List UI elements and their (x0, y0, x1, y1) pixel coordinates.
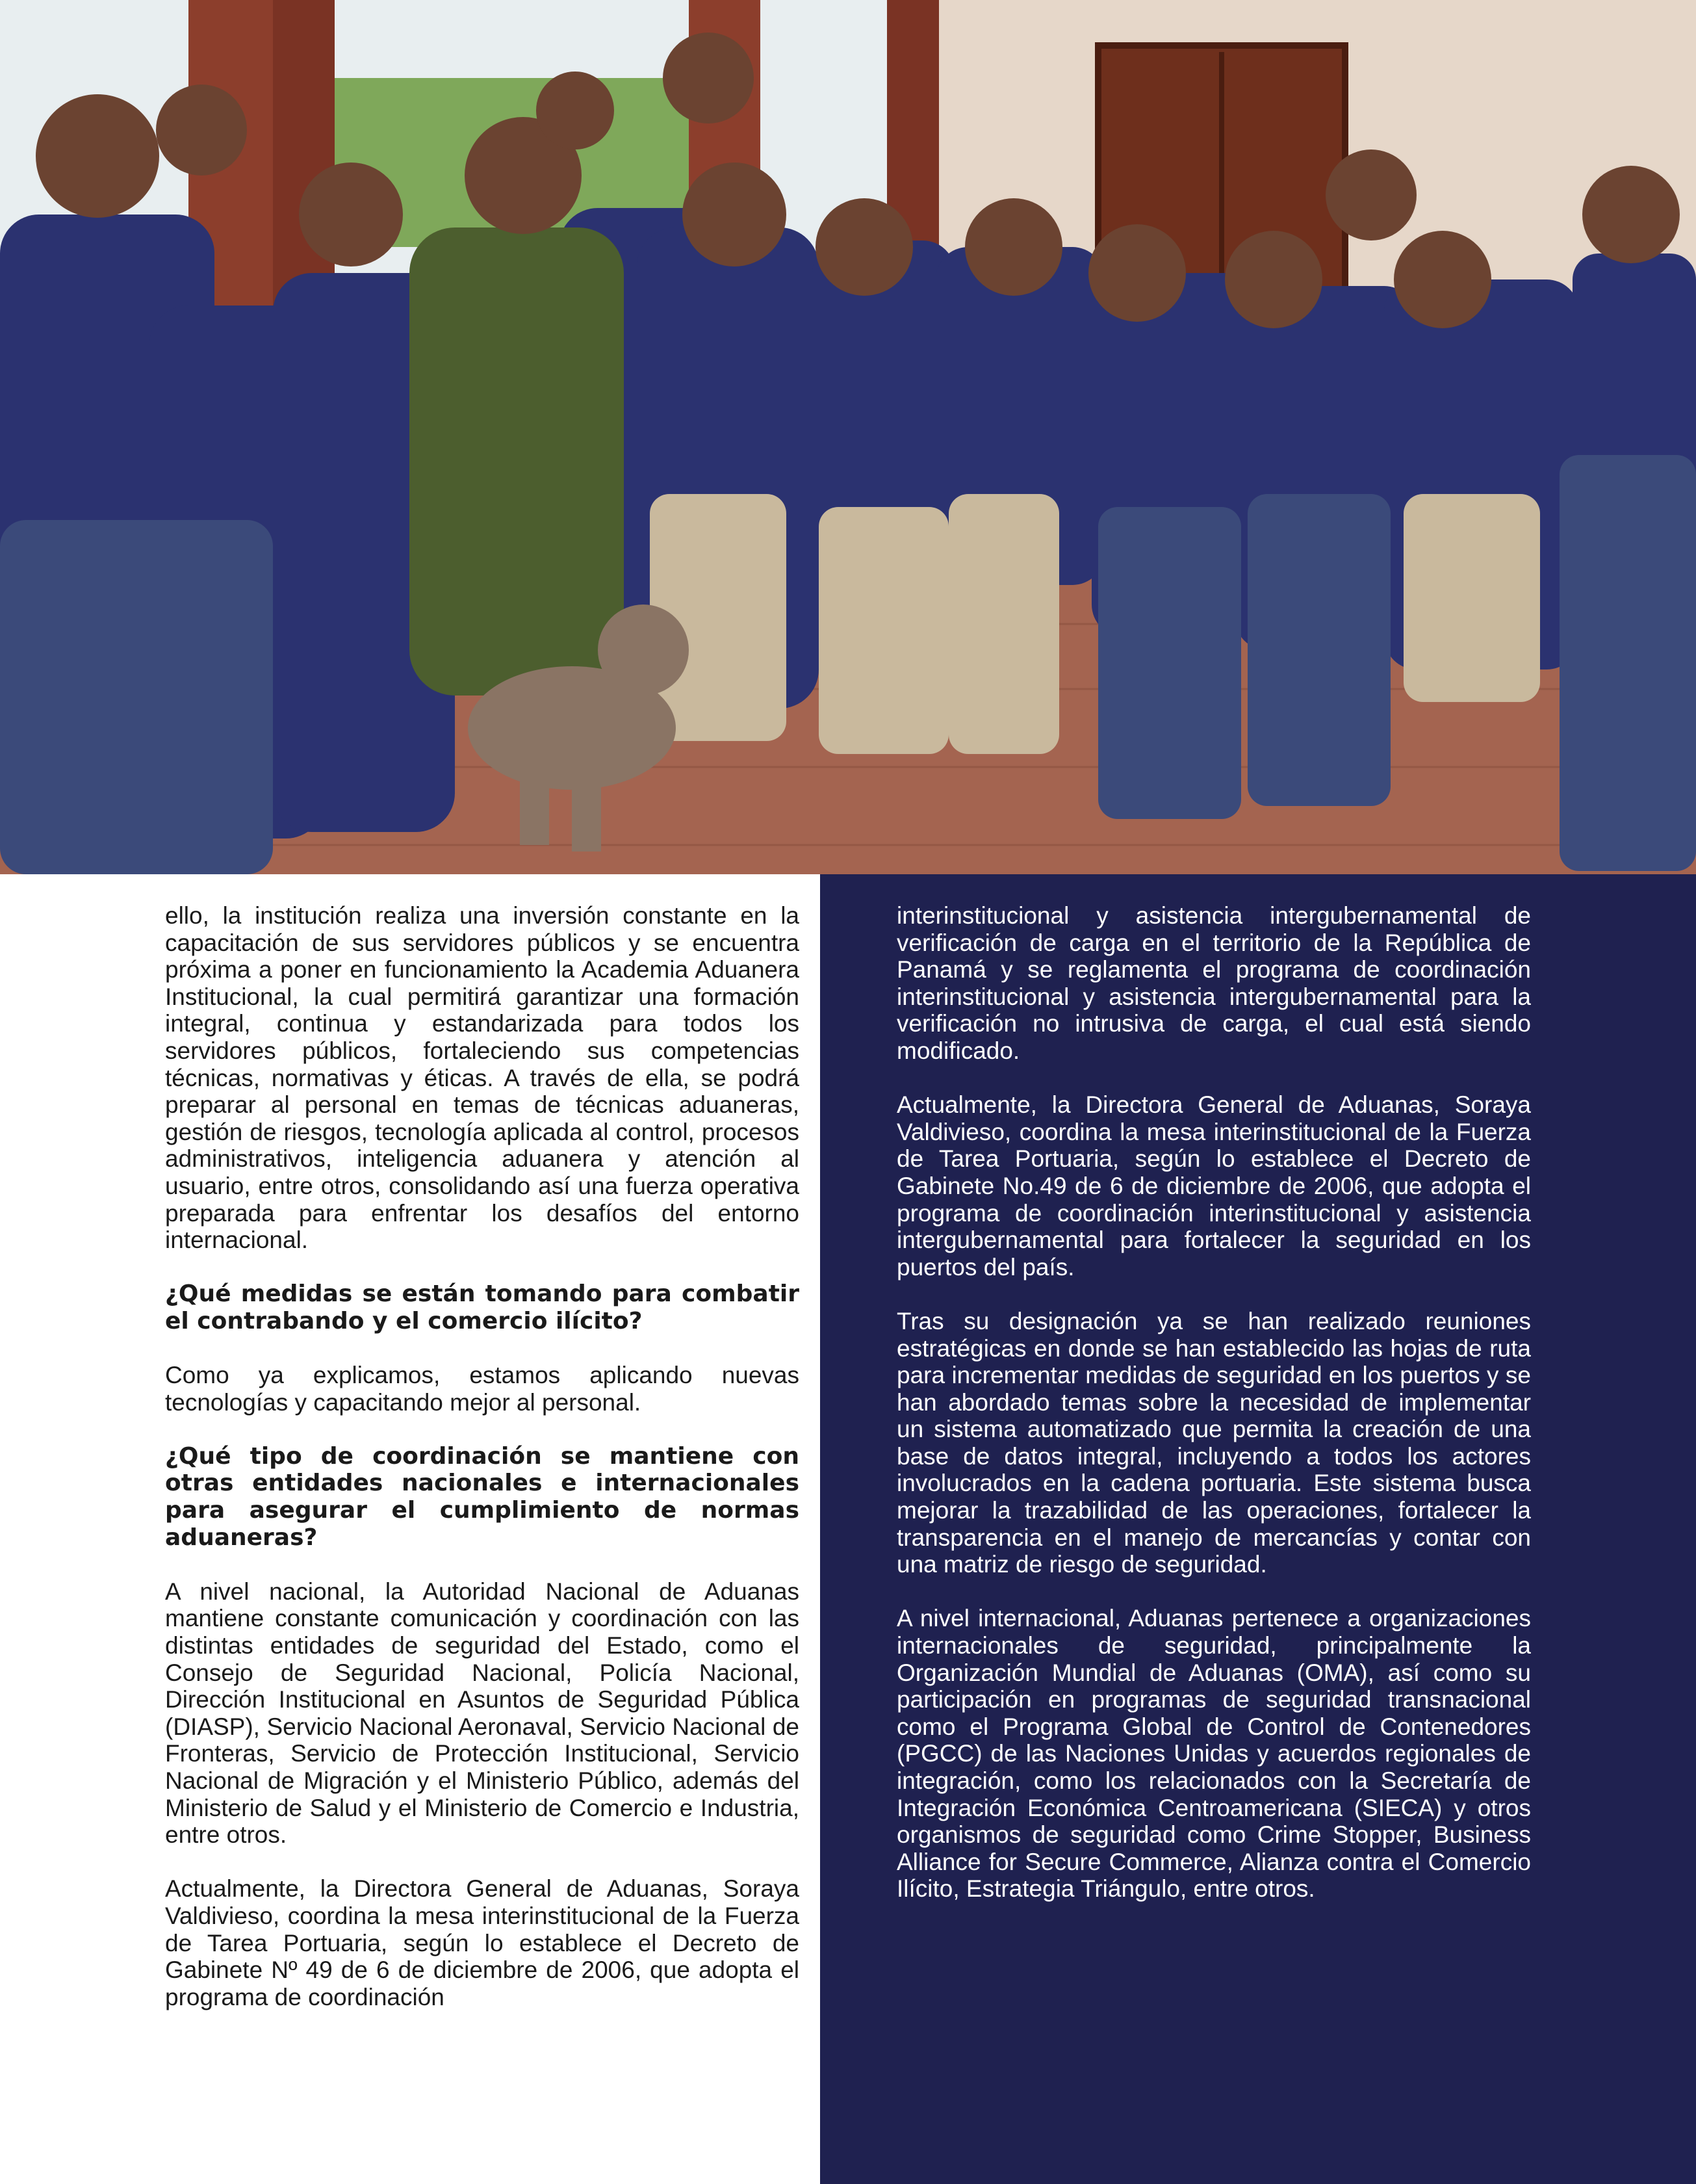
question-coordinacion: ¿Qué tipo de coordinación se mantiene con otras entidades nacionales e internacionales para asegurar el cumplimiento de normas aduaneras? (165, 1442, 799, 1551)
right-paragraph-3: Tras su designación ya se han realizado reuniones estratégicas en donde se han establecido las hojas de ruta para incrementar medidas de seguridad en los puertos y se han abordado temas sobre la necesidad de implementar un sistema automatizado que permita la creación de una base de datos integral, incluyendo a todos los actores involucrados en la cadena portuaria. Este sistema busca mejorar la trazabilidad de las operaciones, fortalecer la transparencia en el manejo de mercancías y contar con una matriz de riesgo de seguridad. (897, 1307, 1531, 1578)
left-paragraph-1: ello, la institución realiza una inversión constante en la capacitación de sus servidores públicos y se encuentra próxima a poner en funcionamiento la Academia Aduanera Institucional, la cual permitirá garantizar una formación integral, continua y estandarizada para todos los servidores públicos, fortaleciendo sus competencias técnicas, normativas y éticas. A través de ella, se podrá preparar al personal en temas de técnicas aduaneras, gestión de riesgos, tecnología aplicada al control, procesos administrativos, inteligencia aduanera y atención al usuario, entre otros, consolidando así una fuerza operativa preparada para enfrentar los desafíos del entorno internacional. (165, 902, 799, 1254)
right-column (897, 902, 1531, 1930)
left-paragraph-2: Como ya explicamos, estamos aplicando nuevas tecnologías y capacitando mejor al personal. (165, 1362, 799, 1416)
right-paragraph-1: interinstitucional y asistencia intergubernamental de verificación de carga en el territorio de la República de Panamá y se reglamenta el programa de coordinación interinstitucional y asistencia intergubernamental para la verificación no intrusiva de carga, el cual está siendo modificado. (897, 902, 1531, 1064)
group-photo (0, 0, 1696, 874)
right-paragraph-4: A nivel internacional, Aduanas pertenece a organizaciones internacionales de seguridad, principalmente la Organización Mundial de Aduanas (OMA), así como su participación en programas de seguridad transnacional como el Programa Global de Control de Contenedores (PGCC) de las Naciones Unidas y acuerdos regionales de integración, como los relacionados con la Secretaría de Integración Económica Centroamericana (SIECA) y otros organismos de seguridad como Crime Stopper, Business Alliance for Secure Commerce, Alianza contra el Comercio Ilícito, Estrategia Triángulo, entre otros. (897, 1605, 1531, 1903)
group-photo-illustration (0, 0, 1696, 874)
left-paragraph-4: Actualmente, la Directora General de Aduanas, Soraya Valdivieso, coordina la mesa interinstitucional de la Fuerza de Tarea Portuaria, según lo establece el Decreto de Gabinete Nº 49 de 6 de diciembre de 2006, que adopta el programa de coordinación (165, 1875, 799, 2010)
left-column (165, 902, 799, 2038)
question-contrabando: ¿Qué medidas se están tomando para combatir el contrabando y el comercio ilícito? (165, 1280, 799, 1334)
right-paragraph-2: Actualmente, la Directora General de Aduanas, Soraya Valdivieso, coordina la mesa interinstitucional de la Fuerza de Tarea Portuaria, según lo establece el Decreto de Gabinete No.49 de 6 de diciembre de 2006, que adopta el programa de coordinación interinstitucional y asistencia intergubernamental para fortalecer la seguridad en los puertos del país. (897, 1091, 1531, 1280)
left-paragraph-3: A nivel nacional, la Autoridad Nacional de Aduanas mantiene constante comunicación y coordinación con las distintas entidades de seguridad del Estado, como el Consejo de Seguridad Nacional, Policía Nacional, Dirección Institucional en Asuntos de Seguridad Pública (DIASP), Servicio Nacional Aeronaval, Servicio Nacional de Fronteras, Servicio de Protección Institucional, Servicio Nacional de Migración y el Ministerio Público, además del Ministerio de Salud y el Ministerio de Comercio e Industria, entre otros. (165, 1578, 799, 1849)
